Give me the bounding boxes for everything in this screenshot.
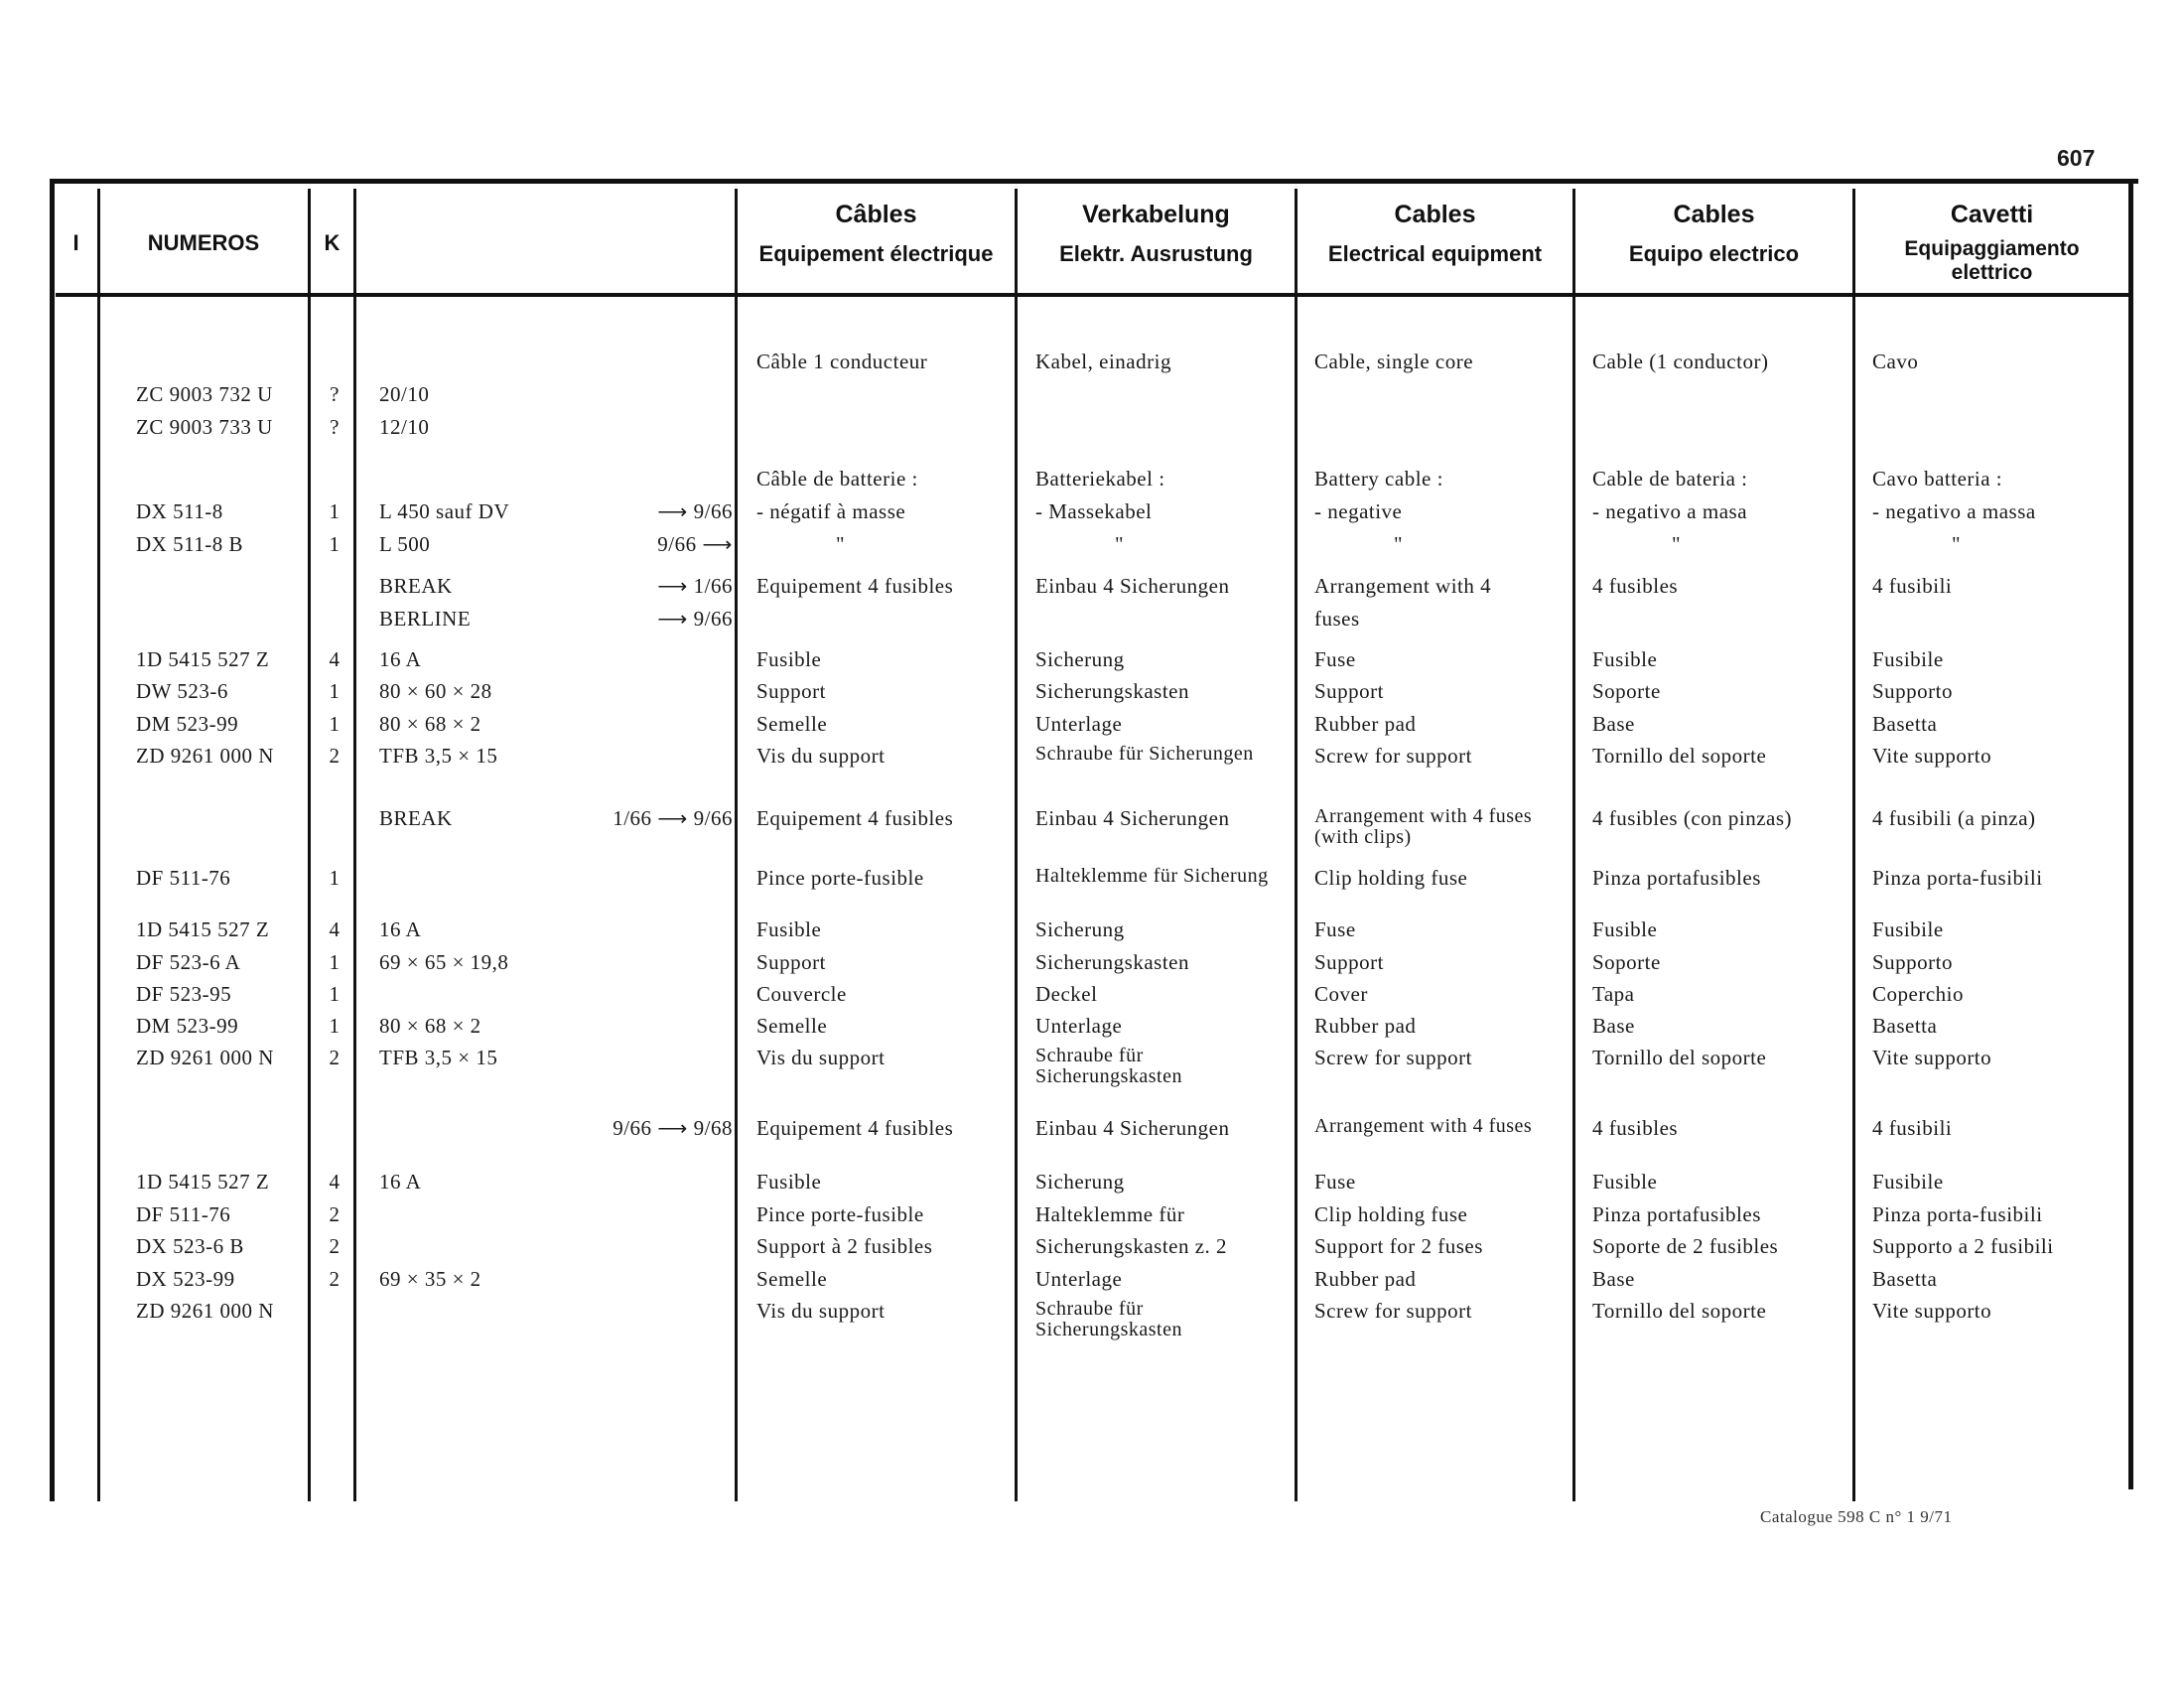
top-border — [52, 179, 2138, 184]
cell-en: Clip holding fuse — [1314, 1202, 1468, 1226]
cell-de: Kabel, einadrig — [1035, 350, 1171, 373]
cell-fr: Fusible — [756, 917, 822, 941]
cell-en: Clip holding fuse — [1314, 866, 1468, 890]
cell-es: Cable de bateria : — [1592, 467, 1748, 491]
cell-fr: Support à 2 fusibles — [756, 1234, 933, 1258]
header-col-en: Cables Electrical equipment — [1327, 201, 1543, 266]
cell-spec: L 450 sauf DV — [379, 499, 510, 523]
cell-es: Tornillo del soporte — [1592, 1299, 1767, 1323]
cell-en: Support for 2 fuses — [1314, 1234, 1483, 1258]
cell-en: - negative — [1314, 499, 1403, 523]
cell-en: " — [1394, 532, 1404, 556]
cell-it: - negativo a massa — [1872, 499, 2036, 523]
cell-it: Vite supporto — [1872, 744, 1992, 768]
cell-k: 1 — [329, 982, 341, 1006]
cell-fr: Câble de batterie : — [756, 467, 918, 491]
cell-spec: 16 A — [379, 917, 422, 941]
cell-de: Deckel — [1035, 982, 1098, 1006]
cell-fr: Semelle — [756, 1014, 828, 1038]
cell-fr: Support — [756, 679, 827, 703]
cell-en: Rubber pad — [1314, 712, 1417, 736]
cell-spec: BERLINE — [379, 607, 472, 631]
cell-en: fuses — [1314, 607, 1360, 631]
cell-fr: Fusible — [756, 647, 822, 671]
cell-date: 1/66 ⟶ 9/66 — [613, 806, 733, 830]
cell-es: Soporte — [1592, 950, 1661, 974]
cell-k: 1 — [329, 499, 341, 523]
cell-k: 2 — [329, 744, 341, 768]
cell-date: ⟶ 9/66 — [657, 499, 733, 523]
cell-es: 4 fusibles (con pinzas) — [1592, 806, 1793, 830]
cell-fr: Pince porte-fusible — [756, 866, 924, 890]
cell-date: 9/66 ⟶ — [657, 532, 733, 556]
cell-de: Unterlage — [1035, 1014, 1123, 1038]
cell-de: Sicherungskasten z. 2 — [1035, 1234, 1228, 1258]
cell-de: Unterlage — [1035, 712, 1123, 736]
cell-num: ZC 9003 732 U — [136, 382, 273, 406]
cell-en: Rubber pad — [1314, 1014, 1417, 1038]
cell-date: 9/66 ⟶ 9/68 — [613, 1116, 733, 1140]
cell-fr: Semelle — [756, 712, 828, 736]
cell-it: " — [1952, 532, 1962, 556]
cell-de: Sicherung — [1035, 1170, 1125, 1194]
cell-it: Pinza porta-fusibili — [1872, 1202, 2043, 1226]
divider-en — [1572, 189, 1575, 1501]
cell-it: Supporto a 2 fusibili — [1872, 1234, 2054, 1258]
cell-k: ? — [330, 382, 340, 406]
cell-es: Soporte de 2 fusibles — [1592, 1234, 1779, 1258]
cell-num: DX 511-8 — [136, 499, 223, 523]
cell-de: Einbau 4 Sicherungen — [1035, 1116, 1230, 1140]
cell-spec: 80 × 68 × 2 — [379, 1014, 481, 1038]
cell-de: Schraube für Sicherungskasten — [1035, 1298, 1182, 1340]
cell-k: ? — [330, 415, 340, 439]
cell-spec: BREAK — [379, 574, 453, 598]
cell-fr: Vis du support — [756, 1299, 886, 1323]
cell-k: 4 — [329, 1170, 341, 1194]
cell-spec: 20/10 — [379, 382, 430, 406]
header-bottom-border — [56, 293, 2130, 297]
cell-num: DF 511-76 — [136, 866, 231, 890]
cell-fr: Vis du support — [756, 1046, 886, 1069]
cell-spec: 80 × 60 × 28 — [379, 679, 492, 703]
cell-it: 4 fusibili — [1872, 1116, 1953, 1140]
cell-fr: Pince porte-fusible — [756, 1202, 924, 1226]
cell-it: Supporto — [1872, 950, 1954, 974]
cell-it: Vite supporto — [1872, 1299, 1992, 1323]
cell-num: ZC 9003 733 U — [136, 415, 273, 439]
cell-de: Einbau 4 Sicherungen — [1035, 574, 1230, 598]
cell-fr: Equipement 4 fusibles — [756, 806, 954, 830]
divider-k — [353, 189, 356, 1501]
cell-es: 4 fusibles — [1592, 1116, 1679, 1140]
cell-it: Pinza porta-fusibili — [1872, 866, 2043, 890]
footer-catalogue-ref: Catalogue 598 C n° 1 9/71 — [1760, 1507, 1953, 1526]
cell-num: ZD 9261 000 N — [136, 1046, 274, 1069]
divider-numeros — [308, 189, 311, 1501]
cell-k: 4 — [329, 917, 341, 941]
page-number: 607 — [2057, 145, 2096, 171]
cell-en: Arrangement with 4 fuses (with clips) — [1314, 805, 1533, 848]
cell-k: 1 — [329, 712, 341, 736]
cell-it: Basetta — [1872, 1267, 1938, 1291]
cell-de: Einbau 4 Sicherungen — [1035, 806, 1230, 830]
cell-it: Supporto — [1872, 679, 1954, 703]
cell-en: Support — [1314, 950, 1385, 974]
cell-es: Tornillo del soporte — [1592, 744, 1767, 768]
cell-num: ZD 9261 000 N — [136, 1299, 274, 1323]
header-col-de: Verkabelung Elektr. Ausrustung — [1059, 201, 1253, 266]
cell-en: Support — [1314, 679, 1385, 703]
cell-es: - negativo a masa — [1592, 499, 1748, 523]
cell-num: DX 523-99 — [136, 1267, 235, 1291]
cell-de: Sicherung — [1035, 917, 1125, 941]
cell-k: 1 — [329, 679, 341, 703]
cell-num: DF 523-95 — [136, 982, 232, 1006]
cell-fr: - négatif à masse — [756, 499, 906, 523]
cell-en: Cable, single core — [1314, 350, 1474, 373]
cell-num: DF 523-6 A — [136, 950, 241, 974]
right-border — [2128, 179, 2133, 1489]
cell-fr: Equipement 4 fusibles — [756, 574, 954, 598]
divider-de — [1295, 189, 1297, 1501]
cell-de: " — [1115, 532, 1125, 556]
cell-de: Sicherungskasten — [1035, 679, 1189, 703]
cell-k: 2 — [329, 1267, 341, 1291]
cell-fr: Equipement 4 fusibles — [756, 1116, 954, 1140]
cell-en: Arrangement with 4 — [1314, 574, 1492, 598]
cell-es: Tapa — [1592, 982, 1635, 1006]
cell-it: Fusibile — [1872, 647, 1944, 671]
cell-es: Fusible — [1592, 1170, 1658, 1194]
cell-spec: 69 × 65 × 19,8 — [379, 950, 509, 974]
header-col-k: K — [324, 230, 341, 255]
cell-k: 1 — [329, 1014, 341, 1038]
cell-fr: Support — [756, 950, 827, 974]
divider-fr — [1015, 189, 1018, 1501]
cell-spec: 12/10 — [379, 415, 430, 439]
cell-num: 1D 5415 527 Z — [136, 917, 270, 941]
cell-fr: Fusible — [756, 1170, 822, 1194]
cell-it: Basetta — [1872, 712, 1938, 736]
cell-de: Halteklemme für — [1035, 1202, 1185, 1226]
cell-num: 1D 5415 527 Z — [136, 647, 270, 671]
cell-num: DX 523-6 B — [136, 1234, 244, 1258]
cell-it: Coperchio — [1872, 982, 1964, 1006]
cell-es: Fusible — [1592, 647, 1658, 671]
cell-es: " — [1672, 532, 1682, 556]
cell-en: Screw for support — [1314, 1046, 1472, 1069]
cell-en: Arrangement with 4 fuses — [1314, 1115, 1533, 1137]
cell-en: Fuse — [1314, 1170, 1356, 1194]
cell-en: Screw for support — [1314, 744, 1472, 768]
cell-de: Batteriekabel : — [1035, 467, 1165, 491]
header-col-es: Cables Equipo electrico — [1628, 201, 1800, 266]
cell-de: Sicherungskasten — [1035, 950, 1189, 974]
cell-fr: Câble 1 conducteur — [756, 350, 928, 373]
divider-i — [97, 189, 100, 1501]
cell-k: 1 — [329, 866, 341, 890]
cell-it: Cavo batteria : — [1872, 467, 2003, 491]
divider-es — [1852, 189, 1855, 1501]
cell-it: Fusibile — [1872, 917, 1944, 941]
cell-de: - Massekabel — [1035, 499, 1153, 523]
header-col-fr: Câbles Equipement électrique — [758, 201, 994, 266]
cell-spec: TFB 3,5 × 15 — [379, 1046, 498, 1069]
header-col-i: I — [72, 230, 79, 255]
cell-num: DF 511-76 — [136, 1202, 231, 1226]
cell-es: Pinza portafusibles — [1592, 1202, 1761, 1226]
cell-fr: Couvercle — [756, 982, 847, 1006]
cell-spec: TFB 3,5 × 15 — [379, 744, 498, 768]
cell-it: Vite supporto — [1872, 1046, 1992, 1069]
cell-es: Tornillo del soporte — [1592, 1046, 1767, 1069]
cell-spec: 80 × 68 × 2 — [379, 712, 481, 736]
cell-spec: 16 A — [379, 1170, 422, 1194]
cell-de: Halteklemme für Sicherung — [1035, 865, 1269, 887]
cell-es: Base — [1592, 1014, 1635, 1038]
cell-spec: 69 × 35 × 2 — [379, 1267, 481, 1291]
cell-es: Pinza portafusibles — [1592, 866, 1761, 890]
cell-num: 1D 5415 527 Z — [136, 1170, 270, 1194]
cell-de: Schraube für Sicherungen — [1035, 743, 1254, 765]
cell-de: Sicherung — [1035, 647, 1125, 671]
cell-fr: Vis du support — [756, 744, 886, 768]
cell-es: 4 fusibles — [1592, 574, 1679, 598]
cell-fr: Semelle — [756, 1267, 828, 1291]
cell-en: Fuse — [1314, 647, 1356, 671]
cell-k: 1 — [329, 950, 341, 974]
cell-num: DM 523-99 — [136, 1014, 239, 1038]
cell-it: 4 fusibili — [1872, 574, 1953, 598]
cell-num: DW 523-6 — [136, 679, 228, 703]
cell-k: 1 — [329, 532, 341, 556]
cell-date: ⟶ 9/66 — [657, 607, 733, 631]
header-col-numeros: NUMEROS — [147, 230, 260, 255]
cell-es: Cable (1 conductor) — [1592, 350, 1769, 373]
left-border — [50, 179, 55, 1501]
cell-fr: " — [836, 532, 846, 556]
cell-es: Soporte — [1592, 679, 1661, 703]
cell-en: Screw for support — [1314, 1299, 1472, 1323]
cell-it: Cavo — [1872, 350, 1919, 373]
cell-en: Cover — [1314, 982, 1368, 1006]
cell-en: Fuse — [1314, 917, 1356, 941]
cell-k: 2 — [329, 1202, 341, 1226]
cell-date: ⟶ 1/66 — [657, 574, 733, 598]
cell-num: DX 511-8 B — [136, 532, 244, 556]
cell-k: 2 — [329, 1046, 341, 1069]
cell-it: Fusibile — [1872, 1170, 1944, 1194]
cell-es: Base — [1592, 1267, 1635, 1291]
cell-de: Unterlage — [1035, 1267, 1123, 1291]
cell-spec: 16 A — [379, 647, 422, 671]
cell-spec: L 500 — [379, 532, 431, 556]
cell-it: 4 fusibili (a pinza) — [1872, 806, 2036, 830]
cell-k: 4 — [329, 647, 341, 671]
cell-es: Fusible — [1592, 917, 1658, 941]
cell-num: ZD 9261 000 N — [136, 744, 274, 768]
cell-k: 2 — [329, 1234, 341, 1258]
cell-en: Rubber pad — [1314, 1267, 1417, 1291]
cell-de: Schraube für Sicherungskasten — [1035, 1045, 1182, 1087]
cell-it: Basetta — [1872, 1014, 1938, 1038]
cell-spec: BREAK — [379, 806, 453, 830]
cell-es: Base — [1592, 712, 1635, 736]
divider-spec — [735, 189, 738, 1501]
cell-en: Battery cable : — [1314, 467, 1443, 491]
header-col-it: Cavetti Equipaggiamento elettrico — [1904, 201, 2080, 284]
cell-num: DM 523-99 — [136, 712, 239, 736]
